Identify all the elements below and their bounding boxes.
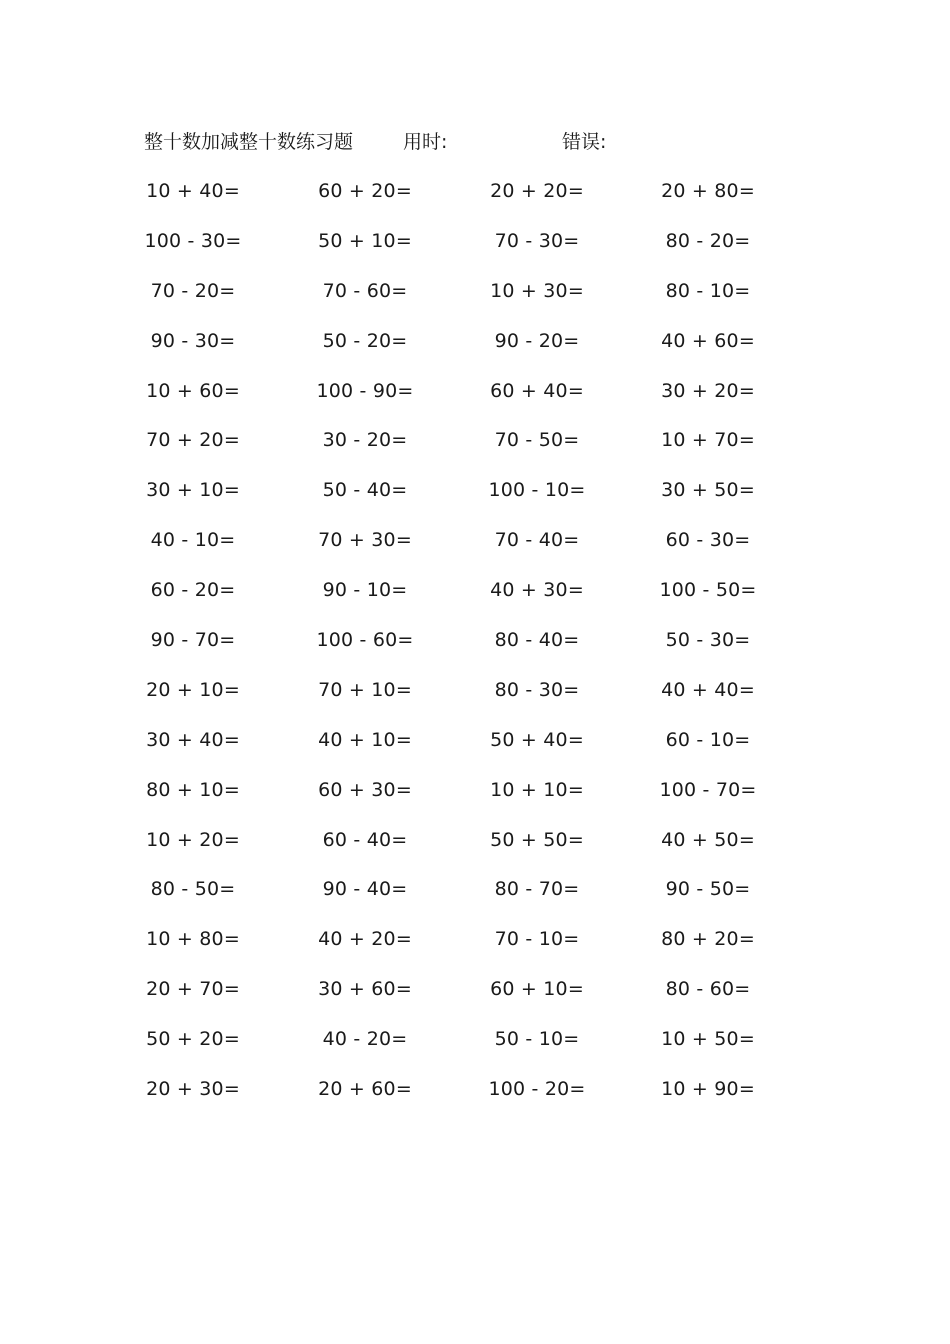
problem-row <box>0 325 950 375</box>
arithmetic-problem: 50 - 30= <box>665 629 751 652</box>
problem-row <box>0 774 950 824</box>
arithmetic-problem: 20 + 70= <box>146 978 240 1001</box>
problem-row <box>0 973 950 1023</box>
arithmetic-problem: 80 - 20= <box>665 229 751 252</box>
error-label: 错误: <box>562 131 607 153</box>
arithmetic-problem: 40 + 60= <box>661 329 755 352</box>
arithmetic-problem: 50 - 40= <box>322 479 408 502</box>
arithmetic-problem: 80 + 10= <box>146 778 240 801</box>
arithmetic-problem: 100 - 30= <box>144 229 242 252</box>
arithmetic-problem: 40 - 10= <box>150 529 236 552</box>
arithmetic-problem: 30 + 10= <box>146 479 240 502</box>
arithmetic-problem: 90 - 10= <box>322 579 408 602</box>
arithmetic-problem: 50 - 20= <box>322 329 408 352</box>
worksheet-title: 整十数加减整十数练习题 <box>144 131 354 153</box>
arithmetic-problem: 10 + 80= <box>146 928 240 951</box>
arithmetic-problem: 10 + 40= <box>146 180 240 202</box>
problem-row <box>0 175 950 225</box>
arithmetic-problem: 50 - 10= <box>494 1028 580 1051</box>
arithmetic-problem: 20 + 20= <box>490 180 584 202</box>
arithmetic-problem: 80 - 40= <box>494 629 580 652</box>
arithmetic-problem: 70 + 10= <box>318 678 412 701</box>
arithmetic-problem: 10 + 60= <box>146 379 240 402</box>
problem-row <box>0 923 950 973</box>
arithmetic-problem: 80 + 20= <box>661 928 755 951</box>
problem-row <box>0 574 950 624</box>
arithmetic-problem: 60 - 30= <box>665 529 751 552</box>
arithmetic-problem: 100 - 50= <box>659 579 757 602</box>
arithmetic-problem: 50 + 10= <box>318 229 412 252</box>
problem-row <box>0 873 950 923</box>
arithmetic-problem: 70 - 60= <box>322 279 408 302</box>
arithmetic-problem: 90 - 40= <box>322 878 408 901</box>
problem-row <box>0 424 950 474</box>
problem-row <box>0 275 950 325</box>
problem-grid <box>0 175 950 1123</box>
arithmetic-problem: 20 + 10= <box>146 678 240 701</box>
arithmetic-problem: 60 + 10= <box>490 978 584 1001</box>
problem-row <box>0 1073 950 1123</box>
arithmetic-problem: 10 + 90= <box>661 1078 755 1101</box>
arithmetic-problem: 100 - 90= <box>316 379 414 402</box>
arithmetic-problem: 10 + 70= <box>661 429 755 452</box>
problem-row <box>0 624 950 674</box>
arithmetic-problem: 50 + 50= <box>490 828 584 851</box>
arithmetic-problem: 70 - 50= <box>494 429 580 452</box>
arithmetic-problem: 90 - 50= <box>665 878 751 901</box>
arithmetic-problem: 30 + 60= <box>318 978 412 1001</box>
arithmetic-problem: 50 + 20= <box>146 1028 240 1051</box>
arithmetic-problem: 40 + 30= <box>490 579 584 602</box>
arithmetic-problem: 10 + 20= <box>146 828 240 851</box>
arithmetic-problem: 90 - 70= <box>150 629 236 652</box>
arithmetic-problem: 60 + 20= <box>318 180 412 202</box>
problem-row <box>0 724 950 774</box>
problem-row <box>0 524 950 574</box>
arithmetic-problem: 80 - 50= <box>150 878 236 901</box>
arithmetic-problem: 20 + 80= <box>661 180 755 202</box>
arithmetic-problem: 70 - 20= <box>150 279 236 302</box>
arithmetic-problem: 100 - 60= <box>316 629 414 652</box>
arithmetic-problem: 40 + 40= <box>661 678 755 701</box>
arithmetic-problem: 20 + 60= <box>318 1078 412 1101</box>
arithmetic-problem: 80 - 10= <box>665 279 751 302</box>
arithmetic-problem: 10 + 30= <box>490 279 584 302</box>
arithmetic-problem: 60 - 40= <box>322 828 408 851</box>
problem-row <box>0 1023 950 1073</box>
problem-row <box>0 375 950 425</box>
arithmetic-problem: 60 + 30= <box>318 778 412 801</box>
arithmetic-problem: 100 - 70= <box>659 778 757 801</box>
arithmetic-problem: 70 + 20= <box>146 429 240 452</box>
arithmetic-problem: 70 - 40= <box>494 529 580 552</box>
arithmetic-problem: 70 - 10= <box>494 928 580 951</box>
arithmetic-problem: 60 + 40= <box>490 379 584 402</box>
arithmetic-problem: 100 - 10= <box>488 479 586 502</box>
arithmetic-problem: 90 - 20= <box>494 329 580 352</box>
arithmetic-problem: 30 + 50= <box>661 479 755 502</box>
arithmetic-problem: 70 + 30= <box>318 529 412 552</box>
arithmetic-problem: 40 + 10= <box>318 728 412 751</box>
arithmetic-problem: 40 - 20= <box>322 1028 408 1051</box>
problem-row <box>0 674 950 724</box>
arithmetic-problem: 100 - 20= <box>488 1078 586 1101</box>
arithmetic-problem: 60 - 20= <box>150 579 236 602</box>
arithmetic-problem: 30 - 20= <box>322 429 408 452</box>
arithmetic-problem: 80 - 70= <box>494 878 580 901</box>
arithmetic-problem: 90 - 30= <box>150 329 236 352</box>
arithmetic-problem: 40 + 50= <box>661 828 755 851</box>
arithmetic-problem: 80 - 60= <box>665 978 751 1001</box>
time-label: 用时: <box>403 131 448 153</box>
arithmetic-problem: 30 + 20= <box>661 379 755 402</box>
arithmetic-problem: 20 + 30= <box>146 1078 240 1101</box>
worksheet-header <box>0 128 950 156</box>
arithmetic-problem: 70 - 30= <box>494 229 580 252</box>
arithmetic-problem: 60 - 10= <box>665 728 751 751</box>
arithmetic-problem: 80 - 30= <box>494 678 580 701</box>
problem-row <box>0 474 950 524</box>
arithmetic-problem: 10 + 50= <box>661 1028 755 1051</box>
arithmetic-problem: 30 + 40= <box>146 728 240 751</box>
arithmetic-problem: 40 + 20= <box>318 928 412 951</box>
arithmetic-problem: 10 + 10= <box>490 778 584 801</box>
problem-row <box>0 824 950 874</box>
problem-row <box>0 225 950 275</box>
arithmetic-problem: 50 + 40= <box>490 728 584 751</box>
